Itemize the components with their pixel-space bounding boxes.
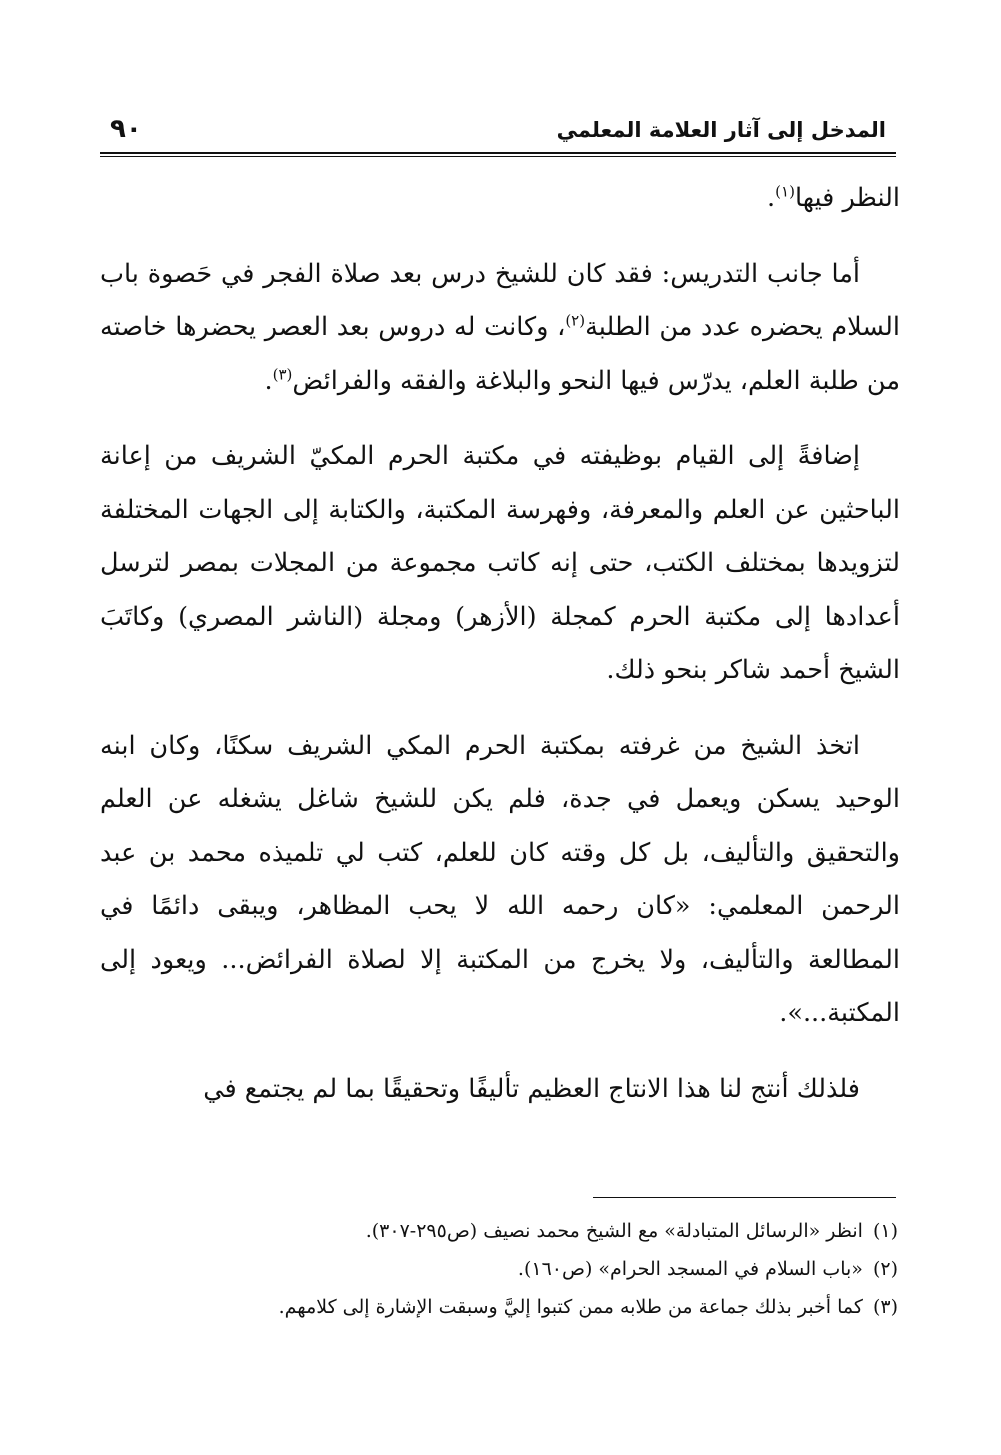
paragraph-1-tail: . [767, 183, 776, 213]
footnote-3-text: كما أخبر بذلك جماعة من طلابه ممن كتبوا إليَّ وسبقت الإشارة إلى كلامهم. [278, 1296, 863, 1318]
body-text [100, 172, 900, 1138]
paragraph-4: اتخذ الشيخ من غرفته بمكتبة الحرم المكي الشريف سكنًا، وكان ابنه الوحيد يسكن ويعمل في جدة، فلم يكن للشيخ شاغل يشغله عن العلم والتحقيق والتأليف، بل كل وقته كان للعلم، كتب لي تلميذه محمد بن عبد الرحمن المعلمي: «كان رحمه الله لا يحب المظاهر، ويبقى دائمًا في المطالعة والتأليف، ولا يخرج من المكتبة إلا لصلاة الفرائض... ويعود إلى المكتبة...». [100, 730, 900, 1028]
footnote-2-number: (٢) [872, 1258, 898, 1280]
paragraph-1 [100, 172, 900, 226]
page-number: ٩٠ [110, 114, 142, 144]
running-header-title: المدخل إلى آثار العلامة المعلمي [556, 118, 886, 142]
footnote-3-number: (٣) [872, 1296, 898, 1318]
paragraph-2-tail: . [264, 365, 273, 396]
footnote-1 [100, 1212, 898, 1250]
paragraph-2-text: أما جانب التدريس: فقد كان للشيخ درس بعد صلاة الفجر في حَصوة باب السلام يحضره عدد من الطلبة [100, 258, 900, 342]
paragraph-2 [100, 248, 900, 409]
footnote-separator [593, 1197, 896, 1198]
footnote-2 [100, 1250, 898, 1288]
footnote-ref-3: (٣) [272, 365, 293, 383]
footnotes [100, 1212, 898, 1326]
footnote-3 [100, 1288, 898, 1326]
running-header [100, 112, 896, 152]
paragraph-3: إضافةً إلى القيام بوظيفته في مكتبة الحرم المكيّ الشريف من إعانة الباحثين عن العلم والمعرفة، وفهرسة المكتبة، والكتابة إلى الجهات المختلفة لتزويدها بمختلف الكتب، حتى إنه كاتب مجموعة من المجلات بمصر لترسل أعدادها إلى مكتبة الحرم كمجلة (الأزهر) ومجلة (الناشر المصري) وكاتَبَ الشيخ أحمد شاكر بنحو ذلك. [100, 441, 900, 685]
paragraph-2-middle: ، وكانت له دروس بعد العصر يحضرها خاصته من طلبة العلم، يدرّس فيها النحو والبلاغة والفقه والفرائض [100, 312, 900, 396]
footnote-ref-1: (١) [775, 182, 795, 201]
footnote-1-number: (١) [872, 1220, 898, 1242]
footnote-ref-2: (٢) [565, 311, 586, 330]
paragraph-1-text: النظر فيها [794, 183, 900, 213]
footnote-1-text: انظر «الرسائل المتبادلة» مع الشيخ محمد نصيف (ص٢٩٥-٣٠٧). [365, 1220, 863, 1242]
paragraph-5: فلذلك أنتج لنا هذا الانتاج العظيم تأليفًا وتحقيقًا بما لم يجتمع في [203, 1073, 860, 1104]
header-rule [100, 152, 896, 157]
footnote-2-text: «باب السلام في المسجد الحرام» (ص١٦٠). [517, 1258, 863, 1280]
